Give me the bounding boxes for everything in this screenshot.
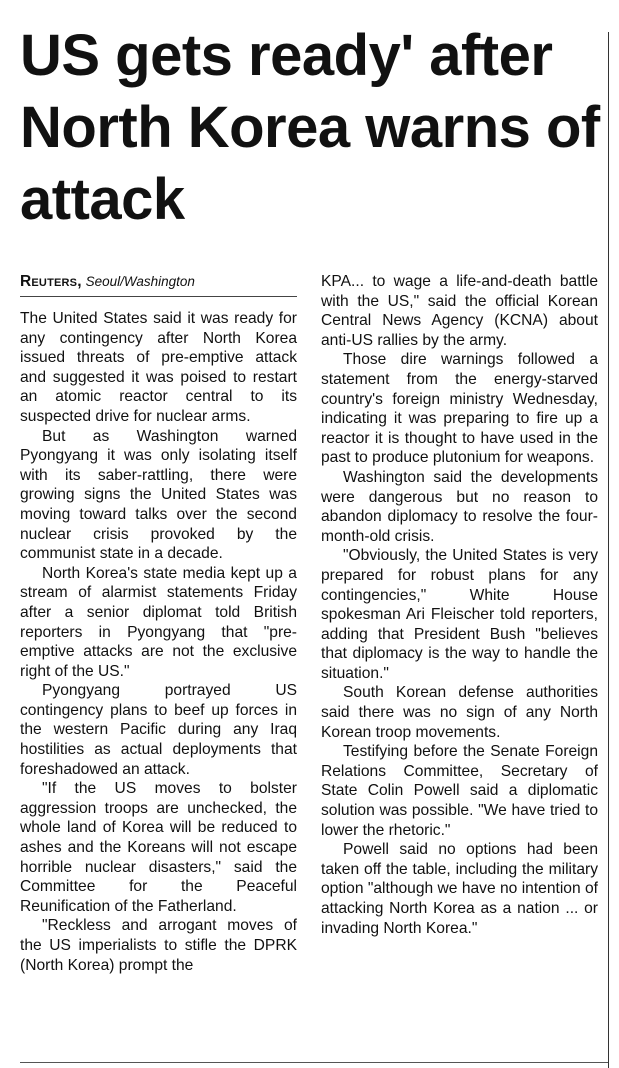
paragraph-7: Those dire warnings followed a statement from the energy-starved country's foreign ministry Wednesday, indicating it was preparing to fire up a reactor it is thought to have used in the past to produce plutonium for weapons. [321,351,598,467]
paragraph-11: Testifying before the Senate Foreign Relations Committee, Secretary of State Colin Powell said a diplomatic solution was possible. "We have tried to lower the rhetoric." [321,743,598,839]
paragraph-8: Washington said the developments were dangerous but no reason to abandon diplomacy to resolve the four-month-old crisis. [321,468,598,545]
byline-dateline: Seoul/Washington [85,274,195,289]
paragraph-10: South Korean defense authorities said there was no sign of any North Korean troop movements. [321,684,598,741]
paragraph-12: Powell said no options had been taken off the table, including the military option "although we have no intention of attacking North Korea as a nation ... or invading North Korea." [321,841,598,937]
column-rule-right [608,32,609,1068]
paragraph-3: North Korea's state media kept up a stream of alarmist statements Friday after a senior diplomat told British reporters in Pyongyang that "pre-emptive attacks are not the exclusive right of the US." [20,564,297,680]
article-column-right [321,272,598,938]
article-column-left [20,271,297,975]
paragraph-4: Pyongyang portrayed US contingency plans to beef up forces in the western Pacific during any Iraq hostilities as actual deployments that foreshadowed an attack. [20,682,297,778]
paragraph-5: "If the US moves to bolster aggression troops are unchecked, the whole land of Korea will be reduced to ashes and the Koreans will not escape horrible nuclear disasters," said the Committee for the Peaceful Reunification of the Fatherland. [20,780,297,915]
paragraph-6: "Reckless and arrogant moves of the US imperialists to stifle the DPRK (North Korea) prompt the [20,917,297,974]
paragraph-2: But as Washington warned Pyongyang it was only isolating itself with its saber-rattling, there were growing signs the United States was moving toward talks over the second nuclear crisis provoked by the communist state in a decade. [20,427,297,563]
paragraph-1: The United States said it was ready for any contingency after North Korea issued threats of pre-emptive attack and suggested it was poised to restart an atomic reactor central to its suspected drive for nuclear arms. [20,310,297,425]
byline-agency: Reuters, [20,273,82,290]
byline [20,271,297,297]
paragraph-9: "Obviously, the United States is very prepared for robust plans for any contingencies," White House spokesman Ari Fleischer told reporters, adding that President Bush "believes that diplomacy is the way to handle the situation." [321,547,598,682]
paragraph-6-continued: KPA... to wage a life-and-death battle with the US," said the official Korean Central News Agency (KCNA) about anti-US rallies by the army. [321,273,598,349]
headline: US gets ready' after North Korea warns of attack [20,23,600,232]
bottom-rule [20,1062,608,1063]
